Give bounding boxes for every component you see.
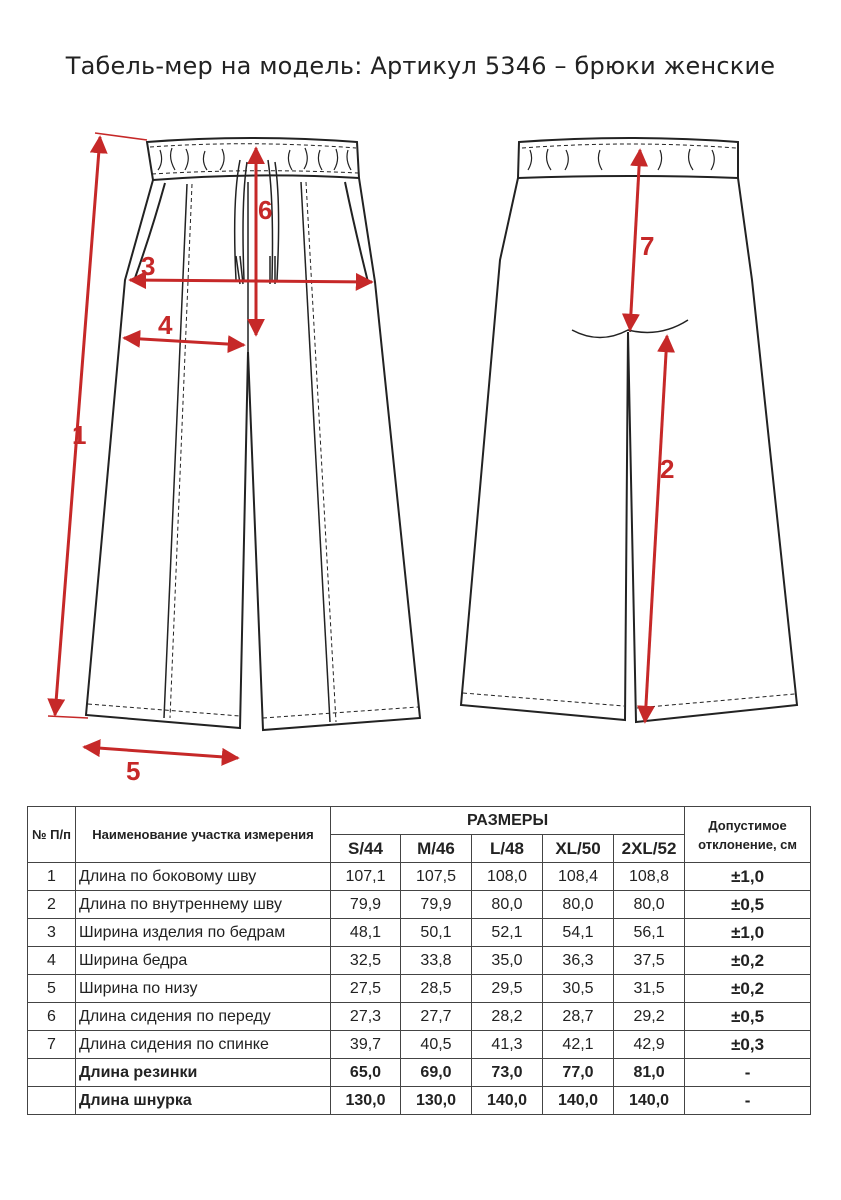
table-row bbox=[28, 1003, 811, 1031]
size-value: 36,3 bbox=[543, 947, 614, 975]
size-header: L/48 bbox=[472, 835, 543, 863]
col-tolerance-header: Допустимое отклонение, см bbox=[685, 807, 811, 863]
tolerance-value: - bbox=[685, 1087, 811, 1115]
tolerance-value: ±1,0 bbox=[685, 863, 811, 891]
front-crease-right-stitch bbox=[306, 182, 336, 722]
front-hem-stitch-right bbox=[263, 707, 418, 718]
size-value: 107,1 bbox=[331, 863, 401, 891]
col-name-header: Наименование участка измерения bbox=[76, 807, 331, 863]
front-outline-right bbox=[248, 178, 420, 730]
size-value: 39,7 bbox=[331, 1031, 401, 1059]
size-value: 41,3 bbox=[472, 1031, 543, 1059]
size-value: 130,0 bbox=[401, 1087, 472, 1115]
front-pocket-right bbox=[345, 182, 368, 282]
size-header: M/46 bbox=[401, 835, 472, 863]
table-row bbox=[28, 919, 811, 947]
measure-label-6: 6 bbox=[258, 195, 273, 225]
measurement-name: Ширина по низу bbox=[76, 975, 331, 1003]
size-value: 56,1 bbox=[614, 919, 685, 947]
front-view bbox=[86, 138, 420, 730]
size-value: 52,1 bbox=[472, 919, 543, 947]
table-row bbox=[28, 947, 811, 975]
size-value: 77,0 bbox=[543, 1059, 614, 1087]
size-value: 31,5 bbox=[614, 975, 685, 1003]
size-value: 29,2 bbox=[614, 1003, 685, 1031]
size-value: 32,5 bbox=[331, 947, 401, 975]
size-value: 28,7 bbox=[543, 1003, 614, 1031]
size-value: 130,0 bbox=[331, 1087, 401, 1115]
front-crease-left-stitch bbox=[170, 184, 192, 718]
table-row bbox=[28, 863, 811, 891]
size-value: 108,8 bbox=[614, 863, 685, 891]
measure-label-3: 3 bbox=[141, 251, 156, 281]
size-value: 30,5 bbox=[543, 975, 614, 1003]
front-crease-right bbox=[301, 182, 330, 722]
front-waistband-stitch bbox=[150, 144, 356, 148]
tolerance-value: ±0,2 bbox=[685, 947, 811, 975]
size-value: 140,0 bbox=[614, 1087, 685, 1115]
row-number: 6 bbox=[28, 1003, 76, 1031]
row-number: 5 bbox=[28, 975, 76, 1003]
page-title: Табель-мер на модель: Артикул 5346 – брюки женские bbox=[65, 52, 776, 80]
size-value: 29,5 bbox=[472, 975, 543, 1003]
measure-label-1: 1 bbox=[72, 420, 87, 450]
row-number: 3 bbox=[28, 919, 76, 947]
size-header: 2XL/52 bbox=[614, 835, 685, 863]
row-number: 7 bbox=[28, 1031, 76, 1059]
size-value: 28,5 bbox=[401, 975, 472, 1003]
measure-label-7: 7 bbox=[640, 231, 655, 261]
back-hem-stitch bbox=[463, 693, 795, 708]
measurement-name: Длина сидения по спинке bbox=[76, 1031, 331, 1059]
size-value: 50,1 bbox=[401, 919, 472, 947]
size-value: 108,4 bbox=[543, 863, 614, 891]
size-value: 80,0 bbox=[472, 891, 543, 919]
back-view bbox=[461, 138, 797, 722]
measure-arrow-1-tick-top bbox=[95, 133, 147, 140]
size-value: 27,3 bbox=[331, 1003, 401, 1031]
measurement-name: Ширина бедра bbox=[76, 947, 331, 975]
size-value: 65,0 bbox=[331, 1059, 401, 1087]
back-outline-left bbox=[461, 178, 628, 720]
col-num-header: № П/п bbox=[28, 807, 76, 863]
size-value: 48,1 bbox=[331, 919, 401, 947]
size-value: 108,0 bbox=[472, 863, 543, 891]
size-header: S/44 bbox=[331, 835, 401, 863]
size-value: 27,5 bbox=[331, 975, 401, 1003]
measure-arrow-5 bbox=[84, 747, 238, 758]
size-value: 79,9 bbox=[331, 891, 401, 919]
tolerance-value: ±0,3 bbox=[685, 1031, 811, 1059]
measurement-name: Длина шнурка bbox=[76, 1087, 331, 1115]
row-number bbox=[28, 1087, 76, 1115]
size-value: 40,5 bbox=[401, 1031, 472, 1059]
size-value: 80,0 bbox=[614, 891, 685, 919]
measure-label-2: 2 bbox=[660, 454, 675, 484]
measure-arrow-3 bbox=[130, 280, 372, 282]
table-row bbox=[28, 1087, 811, 1115]
tolerance-value: ±0,5 bbox=[685, 1003, 811, 1031]
measure-label-5: 5 bbox=[126, 756, 141, 786]
row-number: 4 bbox=[28, 947, 76, 975]
size-value: 33,8 bbox=[401, 947, 472, 975]
row-number bbox=[28, 1059, 76, 1087]
size-value: 81,0 bbox=[614, 1059, 685, 1087]
tolerance-value: - bbox=[685, 1059, 811, 1087]
size-value: 79,9 bbox=[401, 891, 472, 919]
measure-arrow-2 bbox=[645, 336, 667, 722]
front-crease-left bbox=[164, 184, 187, 718]
sizes-header: РАЗМЕРЫ bbox=[331, 807, 685, 835]
tolerance-value: ±1,0 bbox=[685, 919, 811, 947]
size-value: 27,7 bbox=[401, 1003, 472, 1031]
measurement-name: Длина резинки bbox=[76, 1059, 331, 1087]
size-value: 28,2 bbox=[472, 1003, 543, 1031]
table-row bbox=[28, 1031, 811, 1059]
back-waistband-stitch bbox=[522, 144, 736, 148]
size-value: 107,5 bbox=[401, 863, 472, 891]
size-value: 42,9 bbox=[614, 1031, 685, 1059]
front-waistband bbox=[147, 138, 359, 180]
table-row bbox=[28, 975, 811, 1003]
size-value: 54,1 bbox=[543, 919, 614, 947]
measure-label-4: 4 bbox=[158, 310, 173, 340]
tolerance-value: ±0,5 bbox=[685, 891, 811, 919]
measurement-name: Ширина изделия по бедрам bbox=[76, 919, 331, 947]
size-chart-table bbox=[27, 806, 811, 1115]
measurement-name: Длина сидения по переду bbox=[76, 1003, 331, 1031]
size-value: 140,0 bbox=[472, 1087, 543, 1115]
tolerance-value: ±0,2 bbox=[685, 975, 811, 1003]
size-header: XL/50 bbox=[543, 835, 614, 863]
size-value: 140,0 bbox=[543, 1087, 614, 1115]
size-value: 73,0 bbox=[472, 1059, 543, 1087]
back-gathers bbox=[528, 149, 714, 170]
size-value: 69,0 bbox=[401, 1059, 472, 1087]
measurement-name: Длина по боковому шву bbox=[76, 863, 331, 891]
size-value: 35,0 bbox=[472, 947, 543, 975]
size-value: 37,5 bbox=[614, 947, 685, 975]
table-row bbox=[28, 891, 811, 919]
table-row bbox=[28, 1059, 811, 1087]
row-number: 1 bbox=[28, 863, 76, 891]
measure-arrow-1-tick-bottom bbox=[48, 716, 88, 718]
measure-arrow-4 bbox=[124, 338, 244, 345]
size-value: 42,1 bbox=[543, 1031, 614, 1059]
measurement-name: Длина по внутреннему шву bbox=[76, 891, 331, 919]
size-value: 80,0 bbox=[543, 891, 614, 919]
row-number: 2 bbox=[28, 891, 76, 919]
